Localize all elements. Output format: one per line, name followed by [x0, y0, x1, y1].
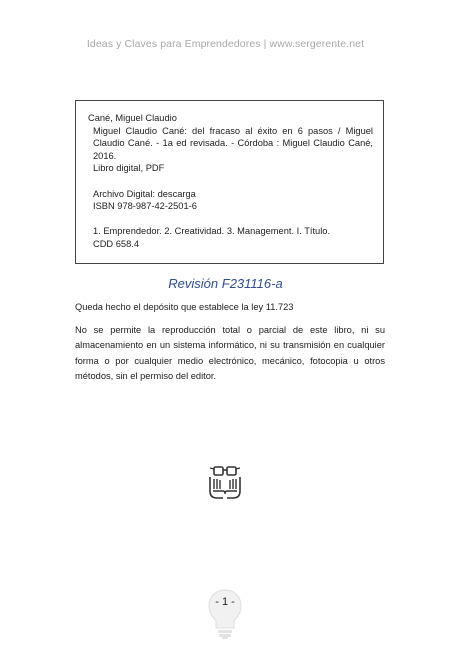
page-number: - 1 -: [215, 596, 235, 608]
catalog-isbn: ISBN 978-987-42-2501-6: [93, 201, 197, 212]
legal-deposit-text: Queda hecho el depósito que establece la ley 11.723: [75, 302, 294, 312]
catalog-author: Cané, Miguel Claudio: [88, 113, 177, 123]
revision-title: Revisión F231116-a: [168, 276, 283, 291]
running-header: Ideas y Claves para Emprendedores | www.sergerente.net: [86, 38, 365, 50]
catalog-record-box: [75, 100, 384, 264]
catalog-subjects: 1. Emprendedor. 2. Creatividad. 3. Management. I. Título.: [93, 226, 331, 237]
catalog-archive: Archivo Digital: descarga: [93, 188, 196, 199]
catalog-format: Libro digital, PDF: [93, 163, 165, 174]
rights-notice: No se permite la reproducción total o parcial de este libro, ni su almacenamiento en un sistema informático, ni su transmisión en cualquier forma o por cualquier medio electrónico, mecánico, fotocopia u otros métodos, sin el permiso del editor.: [75, 325, 385, 381]
page-footer: [207, 588, 243, 640]
catalog-title: Miguel Claudio Cané: del fracaso al éxito en 6 pasos / Miguel Claudio Cané. - 1a ed revisada. - Córdoba : Miguel Claudio Cané, 2016.: [93, 125, 373, 161]
catalog-cdd: CDD 658.4: [93, 238, 139, 249]
hands-glasses-logo-icon: [205, 465, 245, 503]
